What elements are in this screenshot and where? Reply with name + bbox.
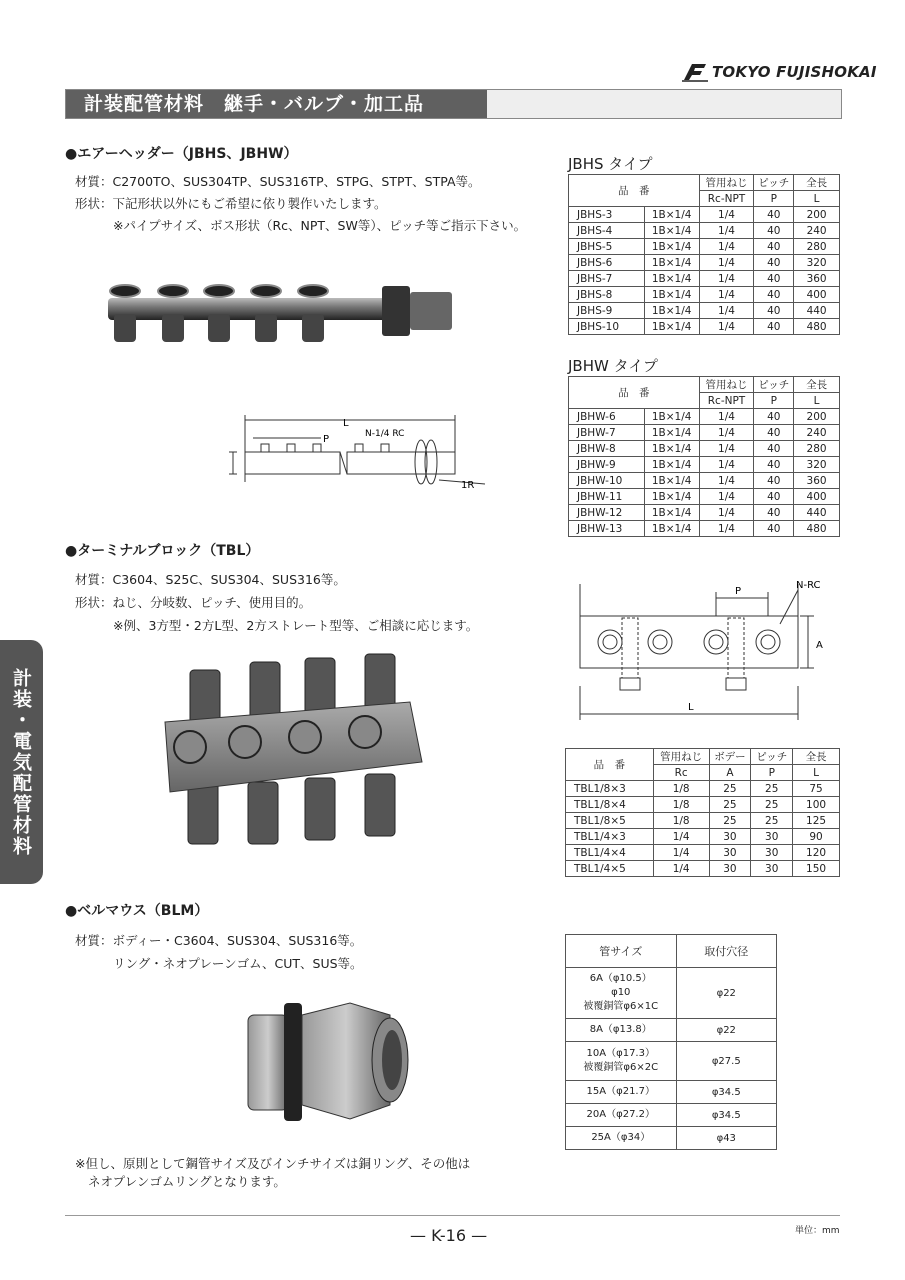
table-row: [569, 441, 840, 457]
table-cell: 75: [793, 781, 840, 797]
table-cell: 1/4: [699, 255, 754, 271]
table-cell: 480: [794, 521, 840, 537]
table-row: [569, 489, 840, 505]
table-row: [569, 473, 840, 489]
table-cell: 1/4: [699, 303, 754, 319]
table-cell: 1B×1/4: [644, 271, 699, 287]
table-cell: JBHW-7: [569, 425, 645, 441]
col-name: 品 番: [566, 749, 654, 781]
table-cell: 8A（φ13.8）: [566, 1019, 677, 1042]
table-row: [569, 521, 840, 537]
bell-mouth-photo: [240, 995, 420, 1125]
table-row: [569, 303, 840, 319]
table-cell: φ43: [676, 1127, 776, 1150]
table-row: [569, 207, 840, 223]
table-cell: 30: [709, 829, 751, 845]
col-thread: 管用ねじ: [699, 377, 754, 393]
jbhs-title: JBHS タイプ: [568, 155, 653, 173]
col-body: ボデー: [709, 749, 751, 765]
table-cell: TBL1/4×3: [566, 829, 654, 845]
terminal-block-photo: [160, 652, 430, 852]
col-pitch-sub: P: [754, 191, 794, 207]
table-cell: 40: [754, 319, 794, 335]
table-cell: 1/8: [653, 781, 709, 797]
drawing-label-nrc: N-RC: [796, 580, 821, 591]
table-cell: 280: [794, 441, 840, 457]
drawing-label-p: P: [323, 434, 330, 445]
table-cell: 1B×1/4: [644, 441, 699, 457]
table-header-row: [566, 935, 777, 968]
table-cell: 40: [754, 473, 794, 489]
table-cell: 1B×1/4: [644, 409, 699, 425]
air-header-photo: [100, 278, 460, 358]
col-name: 品 番: [569, 377, 700, 409]
table-cell: 1B×1/4: [644, 319, 699, 335]
table-cell: JBHS-8: [569, 287, 645, 303]
table-cell: 40: [754, 287, 794, 303]
table-cell: 1/8: [653, 813, 709, 829]
drawing-label-a: A: [816, 640, 823, 651]
table-cell: 25: [751, 813, 793, 829]
col-thread-sub: Rc-NPT: [699, 393, 754, 409]
table-cell: 40: [754, 271, 794, 287]
table-row: [566, 813, 840, 829]
table-cell: 150: [793, 861, 840, 877]
blm-ring: リング・ネオプレーンゴム、CUT、SUS等。: [113, 956, 363, 971]
table-cell: TBL1/8×3: [566, 781, 654, 797]
table-cell: 25: [709, 797, 751, 813]
col-thread: 管用ねじ: [699, 175, 754, 191]
page-number: — K-16 —: [410, 1226, 488, 1245]
table-cell: TBL1/4×4: [566, 845, 654, 861]
jbhs-table: [568, 174, 840, 335]
table-row: [569, 409, 840, 425]
table-cell: 40: [754, 223, 794, 239]
col-pitch: ピッチ: [754, 377, 794, 393]
table-cell: φ34.5: [676, 1104, 776, 1127]
table-cell: 10A（φ17.3） 被覆銅管φ6×2C: [566, 1042, 677, 1081]
table-row: [569, 425, 840, 441]
table-cell: 30: [709, 861, 751, 877]
table-cell: 40: [754, 425, 794, 441]
table-row: [569, 255, 840, 271]
table-cell: 200: [794, 207, 840, 223]
company-logo-icon: [682, 62, 708, 82]
table-row: [569, 287, 840, 303]
table-row: [569, 271, 840, 287]
table-cell: 1/4: [699, 425, 754, 441]
table-cell: 90: [793, 829, 840, 845]
page-title-bar: [65, 89, 842, 119]
table-cell: 360: [794, 271, 840, 287]
col-thread: 管用ねじ: [653, 749, 709, 765]
table-cell: JBHS-5: [569, 239, 645, 255]
table-cell: 240: [794, 223, 840, 239]
table-row: [566, 1019, 777, 1042]
table-cell: 30: [751, 829, 793, 845]
jbh-material: 材質：C2700TO、SUS304TP、SUS316TP、STPG、STPT、STPA等。: [75, 174, 481, 189]
footnote-line-1: ※但し、原則として鋼管サイズ及びインチサイズは銅リング、その他は: [75, 1156, 471, 1171]
table-cell: 1/4: [653, 845, 709, 861]
table-cell: 1B×1/4: [644, 303, 699, 319]
col-pitch: ピッチ: [751, 749, 793, 765]
table-cell: 1/4: [699, 223, 754, 239]
drawing-label-r: 1R: [461, 480, 475, 491]
table-cell: φ22: [676, 1019, 776, 1042]
table-row: [566, 845, 840, 861]
table-cell: 30: [709, 845, 751, 861]
col-thread-sub: Rc-NPT: [699, 191, 754, 207]
terminal-block-drawing: [570, 576, 840, 726]
table-row: [569, 223, 840, 239]
col-length-sub: L: [794, 393, 840, 409]
col-pitch-sub: P: [751, 765, 793, 781]
table-cell: 1/4: [699, 457, 754, 473]
col-length-sub: L: [793, 765, 840, 781]
col-pitch-sub: P: [754, 393, 794, 409]
table-cell: 1/4: [699, 473, 754, 489]
table-cell: 100: [793, 797, 840, 813]
table-cell: JBHW-6: [569, 409, 645, 425]
drawing-label-l: L: [688, 702, 694, 713]
table-cell: 1/4: [699, 521, 754, 537]
table-row: [566, 1104, 777, 1127]
table-row: [569, 239, 840, 255]
table-cell: 1B×1/4: [644, 239, 699, 255]
side-tab: 計装・電気配管材料: [0, 640, 43, 884]
table-cell: 40: [754, 457, 794, 473]
jbh-note: ※パイプサイズ、ボス形状（Rc、NPT、SW等）、ピッチ等ご指示下さい。: [113, 218, 527, 233]
table-row: [566, 781, 840, 797]
table-cell: 1B×1/4: [644, 505, 699, 521]
table-cell: JBHS-6: [569, 255, 645, 271]
table-cell: 400: [794, 287, 840, 303]
table-cell: 1/4: [653, 829, 709, 845]
blm-heading: ●ベルマウス（BLM）: [65, 903, 209, 919]
table-cell: 40: [754, 441, 794, 457]
jbhw-title: JBHW タイプ: [568, 357, 658, 375]
drawing-label-l: L: [343, 418, 349, 429]
table-cell: 320: [794, 457, 840, 473]
table-cell: 30: [751, 845, 793, 861]
table-cell: 1/4: [699, 441, 754, 457]
table-cell: 6A（φ10.5） φ10 被覆銅管φ6×1C: [566, 968, 677, 1019]
table-cell: JBHS-7: [569, 271, 645, 287]
table-cell: 1/4: [699, 287, 754, 303]
table-cell: JBHW-12: [569, 505, 645, 521]
table-row: [569, 319, 840, 335]
table-cell: JBHW-13: [569, 521, 645, 537]
table-cell: 1/4: [699, 489, 754, 505]
table-row: [566, 1081, 777, 1104]
table-cell: 1/4: [653, 861, 709, 877]
table-cell: 240: [794, 425, 840, 441]
tbl-material: 材質：C3604、S25C、SUS304、SUS316等。: [75, 572, 346, 587]
table-row: [566, 968, 777, 1019]
tbl-table: [565, 748, 840, 877]
tbl-shape: 形状：ねじ、分岐数、ピッチ、使用目的。: [75, 595, 312, 610]
table-cell: JBHS-4: [569, 223, 645, 239]
table-cell: 440: [794, 303, 840, 319]
company-name: TOKYO FUJISHOKAI: [712, 63, 877, 81]
table-cell: φ22: [676, 968, 776, 1019]
unit-label: 単位：mm: [795, 1226, 840, 1236]
table-cell: TBL1/8×4: [566, 797, 654, 813]
table-cell: 360: [794, 473, 840, 489]
col-name: 品 番: [569, 175, 700, 207]
table-cell: 1/4: [699, 505, 754, 521]
footnote-line-2: ネオプレンゴムリングとなります。: [88, 1174, 286, 1189]
table-cell: 1/4: [699, 319, 754, 335]
table-cell: 320: [794, 255, 840, 271]
page-title: 計装配管材料 継手・バルブ・加工品: [66, 90, 487, 118]
table-cell: 1/4: [699, 271, 754, 287]
table-cell: 25: [751, 797, 793, 813]
table-cell: 30: [751, 861, 793, 877]
table-cell: φ27.5: [676, 1042, 776, 1081]
drawing-label-rc: N-1/4 RC: [365, 429, 405, 439]
table-cell: 40: [754, 239, 794, 255]
table-header-row: [569, 175, 840, 191]
table-cell: JBHW-9: [569, 457, 645, 473]
table-cell: 1B×1/4: [644, 473, 699, 489]
col-size: 管サイズ: [566, 935, 677, 968]
table-cell: TBL1/4×5: [566, 861, 654, 877]
table-cell: JBHW-8: [569, 441, 645, 457]
table-row: [566, 829, 840, 845]
table-cell: 280: [794, 239, 840, 255]
table-cell: 15A（φ21.7）: [566, 1081, 677, 1104]
col-length: 全長: [794, 377, 840, 393]
table-cell: 1B×1/4: [644, 207, 699, 223]
table-cell: 400: [794, 489, 840, 505]
table-cell: 40: [754, 255, 794, 271]
table-row: [566, 1042, 777, 1081]
table-row: [566, 1127, 777, 1150]
table-cell: 40: [754, 505, 794, 521]
col-pitch: ピッチ: [754, 175, 794, 191]
table-cell: 40: [754, 489, 794, 505]
table-cell: 200: [794, 409, 840, 425]
table-cell: 1B×1/4: [644, 521, 699, 537]
table-cell: 1/8: [653, 797, 709, 813]
table-cell: 1/4: [699, 239, 754, 255]
blm-material: 材質：ボディー・C3604、SUS304、SUS316等。: [75, 933, 363, 948]
jbh-shape: 形状：下記形状以外にもご希望に依り製作いたします。: [75, 196, 387, 211]
table-cell: JBHW-10: [569, 473, 645, 489]
table-header-row: [566, 749, 840, 765]
table-cell: JBHS-10: [569, 319, 645, 335]
tbl-heading: ●ターミナルブロック（TBL）: [65, 543, 260, 559]
table-cell: 25A（φ34）: [566, 1127, 677, 1150]
jbh-heading: ●エアーヘッダー（JBHS、JBHW）: [65, 146, 298, 162]
table-cell: 1/4: [699, 207, 754, 223]
table-cell: JBHW-11: [569, 489, 645, 505]
table-cell: 40: [754, 409, 794, 425]
table-cell: 40: [754, 207, 794, 223]
table-cell: 1B×1/4: [644, 287, 699, 303]
table-header-row: [569, 377, 840, 393]
col-length: 全長: [793, 749, 840, 765]
col-thread-sub: Rc: [653, 765, 709, 781]
table-cell: 40: [754, 303, 794, 319]
table-row: [566, 861, 840, 877]
air-header-drawing: [225, 412, 495, 500]
table-cell: 440: [794, 505, 840, 521]
table-cell: 25: [751, 781, 793, 797]
table-cell: 25: [709, 781, 751, 797]
table-cell: 1B×1/4: [644, 457, 699, 473]
table-cell: 1/4: [699, 409, 754, 425]
table-cell: 1B×1/4: [644, 489, 699, 505]
table-row: [569, 505, 840, 521]
table-cell: 125: [793, 813, 840, 829]
footer-divider: [65, 1215, 840, 1216]
table-cell: 120: [793, 845, 840, 861]
table-cell: φ34.5: [676, 1081, 776, 1104]
company-logo: [682, 62, 877, 82]
col-hole: 取付穴径: [676, 935, 776, 968]
table-cell: TBL1/8×5: [566, 813, 654, 829]
table-row: [569, 457, 840, 473]
jbhw-table: [568, 376, 840, 537]
table-cell: 1B×1/4: [644, 255, 699, 271]
tbl-note: ※例、3方型・2方L型、2方ストレート型等、ご相談に応じます。: [113, 618, 479, 633]
table-cell: JBHS-9: [569, 303, 645, 319]
table-row: [566, 797, 840, 813]
table-cell: 20A（φ27.2）: [566, 1104, 677, 1127]
table-cell: 40: [754, 521, 794, 537]
col-body-sub: A: [709, 765, 751, 781]
table-cell: 25: [709, 813, 751, 829]
col-length-sub: L: [794, 191, 840, 207]
table-cell: 480: [794, 319, 840, 335]
col-length: 全長: [794, 175, 840, 191]
blm-table: [565, 934, 777, 1150]
table-cell: JBHS-3: [569, 207, 645, 223]
drawing-label-p: P: [735, 586, 742, 597]
table-cell: 1B×1/4: [644, 425, 699, 441]
table-cell: 1B×1/4: [644, 223, 699, 239]
